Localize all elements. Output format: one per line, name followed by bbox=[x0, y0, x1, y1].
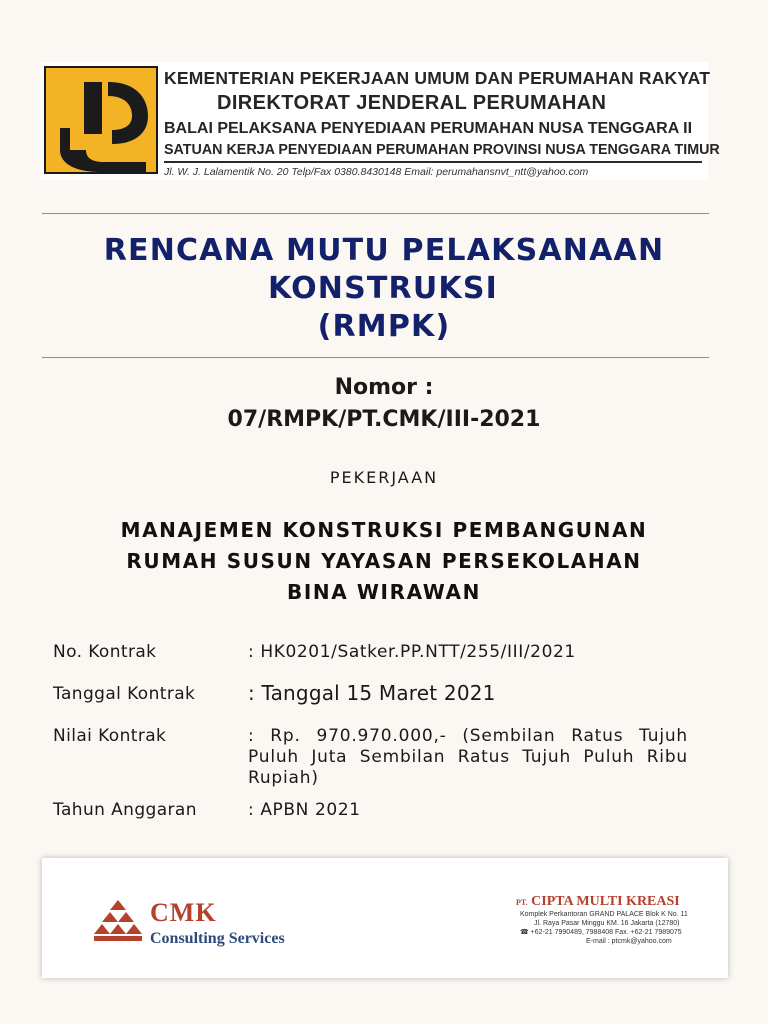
project-line-1: MANAJEMEN KONSTRUKSI PEMBANGUNAN bbox=[120, 518, 648, 542]
pekerjaan-label: PEKERJAAN bbox=[329, 468, 439, 487]
pu-ministry-logo-icon bbox=[44, 66, 158, 174]
company-banner bbox=[42, 858, 728, 978]
letterhead-divider bbox=[164, 161, 702, 163]
firm-prefix: PT. bbox=[516, 898, 528, 907]
directorate-name: DIREKTORAT JENDERAL PERUMAHAN bbox=[217, 91, 607, 114]
firm-email: E-mail : ptcmk@yahoo.com bbox=[586, 938, 672, 945]
firm-name-line bbox=[516, 894, 726, 910]
letterhead-address: Jl. W. J. Lalamentik No. 20 Telp/Fax 0380.8430148 Email: perumahansnvt_ntt@yahoo.com bbox=[164, 165, 589, 178]
firm-address-1: Komplek Perkantoran GRAND PALACE Blok K No. 11 bbox=[520, 911, 688, 918]
title-line-1: RENCANA MUTU PELAKSANAAN bbox=[103, 233, 665, 268]
cmk-logo-icon bbox=[92, 898, 144, 944]
firm-address-2: Jl. Raya Pasar Minggu KM. 16 Jakarta (12780) bbox=[534, 920, 680, 927]
firm-phone: ☎ +62-21 7990489, 7988408 Fax. +62-21 7989075 bbox=[520, 929, 682, 936]
title-line-2: KONSTRUKSI bbox=[267, 271, 499, 306]
letterhead-text bbox=[164, 66, 720, 178]
unit-name: SATUAN KERJA PENYEDIAAN PERUMAHAN PROVINSI NUSA TENGGARA TIMUR bbox=[164, 141, 720, 158]
contract-number-label: No. Kontrak bbox=[53, 642, 157, 662]
letterhead bbox=[40, 62, 720, 180]
nomor-label: Nomor : bbox=[334, 375, 434, 400]
budget-year-value: : APBN 2021 bbox=[248, 800, 361, 820]
ministry-name: KEMENTERIAN PEKERJAAN UMUM DAN PERUMAHAN RAKYAT bbox=[164, 68, 711, 88]
contract-number-value: : HK0201/Satker.PP.NTT/255/III/2021 bbox=[248, 642, 576, 662]
contract-value-label: Nilai Kontrak bbox=[53, 726, 167, 746]
title-line-3: (RMPK) bbox=[317, 309, 451, 344]
office-name: BALAI PELAKSANA PENYEDIAAN PERUMAHAN NUSA TENGGARA II bbox=[164, 119, 693, 137]
top-divider bbox=[42, 213, 709, 214]
budget-year-label: Tahun Anggaran bbox=[53, 800, 197, 820]
contract-date-label: Tanggal Kontrak bbox=[53, 684, 196, 704]
cmk-subtitle: Consulting Services bbox=[150, 930, 285, 947]
bottom-divider bbox=[42, 357, 709, 358]
nomor-value: 07/RMPK/PT.CMK/III-2021 bbox=[227, 407, 541, 432]
contract-date-value: : Tanggal 15 Maret 2021 bbox=[248, 681, 496, 705]
cmk-brand: CMK bbox=[150, 898, 217, 927]
contract-value-value: : Rp. 970.970.000,- (Sembilan Ratus Tujuh Puluh Juta Sembilan Ratus Tujuh Puluh Ribu Rupiah) bbox=[248, 726, 688, 788]
document-number bbox=[0, 372, 768, 436]
document-title bbox=[0, 232, 768, 346]
firm-name: CIPTA MULTI KREASI bbox=[531, 894, 680, 909]
project-line-3: BINA WIRAWAN bbox=[287, 580, 481, 604]
project-line-2: RUMAH SUSUN YAYASAN PERSEKOLAHAN bbox=[126, 549, 642, 573]
project-name bbox=[0, 515, 768, 608]
firm-info bbox=[516, 894, 726, 946]
